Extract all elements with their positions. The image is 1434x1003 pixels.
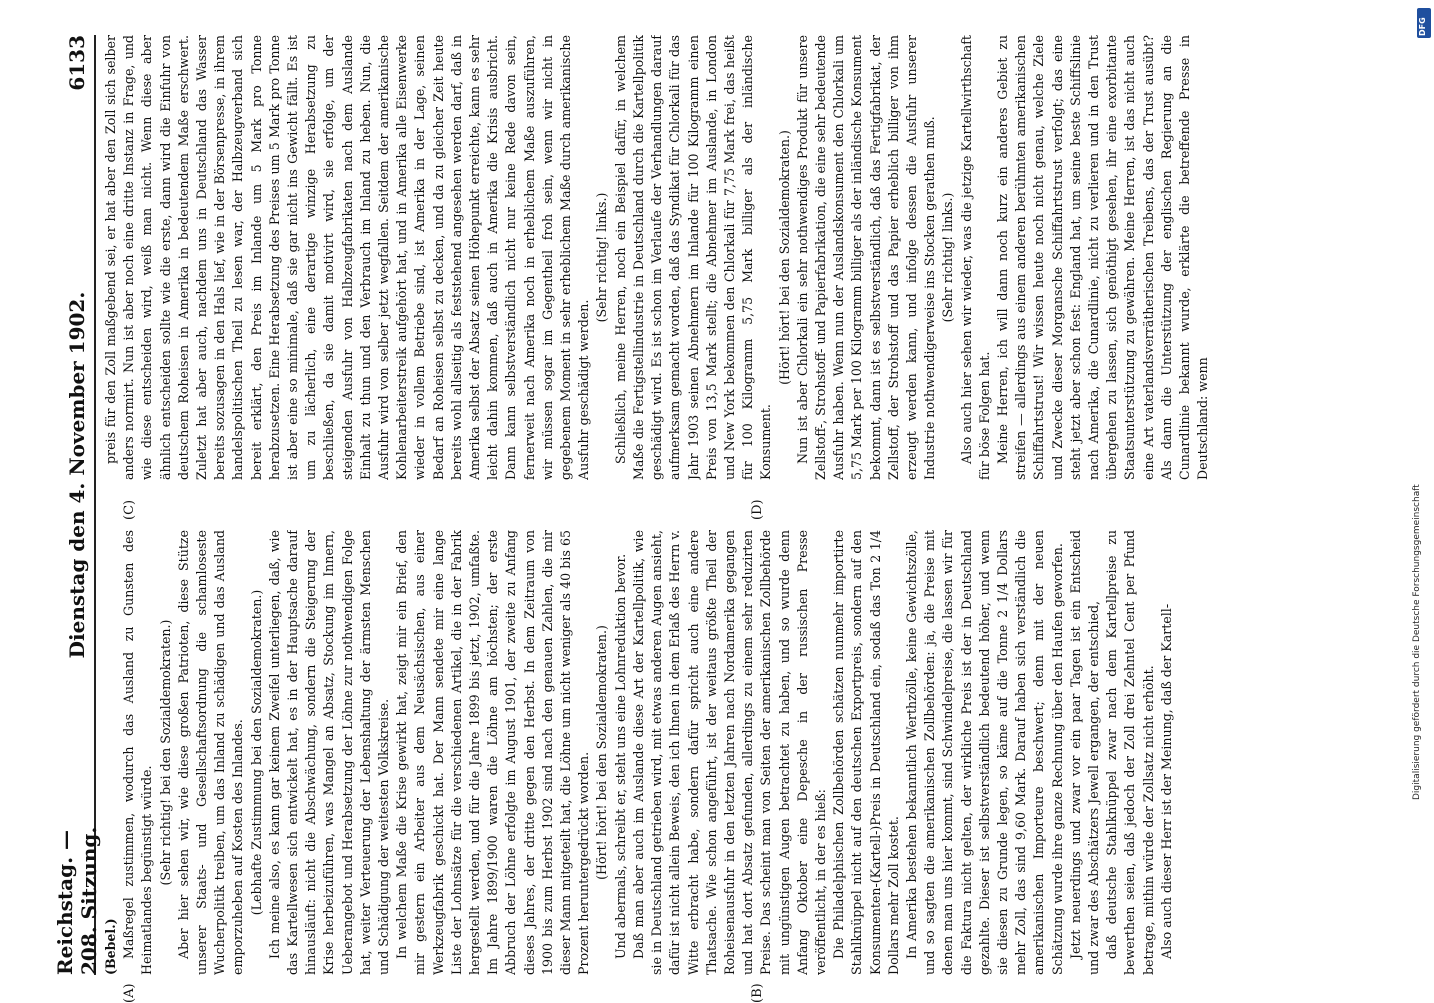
- right-column-paragraph: preis für den Zoll maßgebend sei, er hat aber den Zoll sich selber anders normirt. Nun ist aber noch eine dritte Instanz in Frage, und wie diese entscheiden wird, weiß man nicht. Wenn diese aber ähnlich entscheiden sollte wie die erste, dann wird die Einfuhr von deutschem Roheisen in Amerika in bedeutendem Maße erschwert. Zuletzt hat aber auch, nachdem uns in Deutschland das Wasser bereits sozusagen in den Hals lief, wie in der Börsenpresse, in ihrem handelspolitischen Theil zu lesen war, der Halbzeugverband sich bereit erklärt, den Preis im Inlande um 5 Mark pro Tonne herabzusetzen. Eine Herabsetzung des Preises um 5 Mark pro Tonne ist aber eine so minimale, daß sie gar nicht ins Gewicht fällt. Es ist um zu lächerlich, eine derartige winzige Herabsetzung zu beschließen, da sie damit motivirt wird, sie erfolge, um der steigenden Ausfuhr von Halbzeugfabrikaten nach dem Auslande Einhalt zu thun und den Verbrauch im Inland zu heben. Nun, die Ausfuhr wird von selber jetzt wegfallen. Seitdem der amerikanische Kohlenarbeiterstreik aufgehört hat, und in Amerika alle Eisenwerke wieder in vollem Betriebe sind, ist Amerika in der Lage, seinen Bedarf an Roheisen selbst zu decken, und da zu gleicher Zeit heute bereits wohl allseitig als feststehend angesehen werden darf, daß in Amerika selbst der Absatz seinen Höhepunkt erreichte, kann es sehr leicht dahin kommen, daß auch in Amerika die Krisis ausbricht. Dann kann selbstverständlich nicht nur keine Rede davon sein, fernerweit nach Amerika noch in erheblichem Maße auszuführen, wir müssen sogar im Gegentheil froh sein, wenn wir nicht in gegebenem Moment in sehr erheblichem Maße durch amerikanische Ausfuhr geschädigt werden.: [103, 35, 592, 480]
- right-column: [102, 35, 1372, 480]
- left-column-paragraph: In Amerika bestehen bekanntlich Werthzölle, keine Gewichtszölle, und so sagten die amerikanischen Zollbehörden: ja, die Preise mit denen man uns hier kommt, sind Schwindelpreise, die lassen wir für die Faktura nicht gelten, der wirkliche Preis ist der in Deutschland gezahlte. Dieser ist selbstverständlich bedeutend höher, und wenn sie diesen zu Grunde legen, so käme auf die Tonne 2 1/4 Dollars mehr Zoll, das sind 9,60 Mark. Darauf haben sich verständlich die amerikanischen Importeure beschwert; denn mit der neuen Schätzung wurde ihre ganze Rechnung über den Haufen geworfen.: [903, 530, 1065, 975]
- left-column-paragraph: (Lebhafte Zustimmung bei den Sozialdemokraten.): [248, 589, 264, 916]
- right-column-paragraph: Nun ist aber Chlorkali ein sehr nothwendiges Produkt für unsere Zellstoff-, Strohstoff- und Papierfabrikation, die eine sehr bedeutende Ausfuhr haben. Wenn nun der Auslandskonsument den Chlorkali um 5,75 Mark per 100 Kilogramm billiger als der inländische Konsument bekommt, dann ist es selbstverständlich, daß das Fertigfabrikat, der Zellstoff, der Strohstoff und das Papier erheblich billiger von ihm erzeugt werden kann, und infolge dessen die Ausfuhr unserer Industrie nothwendigerweise ins Stocken gerathen muß.: [794, 35, 938, 480]
- left-column-paragraph: Die Philadelphischen Zollbehörden schätzen nunmehr importirte Stahlknüppel nicht auf den deutschen Exportpreis, sondern auf den Konsumenten-(Kartell-)Preis in Deutschland ein, sodaß das Ton 2 1/4 Dollars mehr Zoll kostet.: [831, 530, 901, 975]
- left-column-paragraph: Jetzt neuerdings und zwar vor ein paar Tagen ist ein Entscheid und zwar des Abschätzers Jewell ergangen, der entschied,: [1067, 530, 1101, 975]
- dfg-logo: [1417, 8, 1431, 38]
- page-header: [53, 35, 101, 975]
- left-column-paragraph: (Sehr richtig! bei den Sozialdemokraten.): [157, 619, 173, 886]
- right-column-paragraph: (Sehr richtig! links.): [940, 192, 956, 323]
- left-column-paragraph: Daß man aber auch im Auslande diese Art der Kartellpolitik, wie sie in Deutschland getrieben wird, mit etwas anderen Augen ansieht, dafür ist nicht allein Beweis, den ich Ihnen in dem Erlaß des Herrn v. Witte erbracht habe, sondern dafür spricht auch eine andere Thatsache. Wie schon angeführt, ist der weitaus größte Theil der Roheisenausfuhr in den letzten Jahren nach Nordamerika gegangen und hat dort Absatz gefunden, allerdings zu einem sehr reduzirten Preise. Das scheint man von Seiten der amerikanischen Zollbehörde mit ungünstigen Augen betrachtet zu haben, und so wurde denn Anfang Oktober eine Depesche in der russischen Presse veröffentlicht, in der es hieß:: [630, 530, 828, 975]
- margin-mark-c: (C): [122, 499, 137, 520]
- left-column-paragraph: (Hört! hört! bei den Sozialdemokraten.): [594, 625, 610, 880]
- left-column: [102, 530, 1372, 975]
- digitization-note: [1412, 180, 1426, 800]
- left-column-paragraph: Aber hier sehen wir, wie diese großen Patrioten, diese Stütze unserer Staats- und Gesellschaftsordnung die schamloseste Wucherpolitik treiben, um das Inland zu schädigen und das Ausland emporzuheben auf Kosten des Inlandes.: [175, 530, 246, 975]
- margin-mark-b: (B): [750, 983, 765, 1003]
- left-column-paragraph: Ich meine also, es kann gar keinem Zweifel unterliegen, daß, wie das Kartellwesen sich entwickelt hat, es in der Hauptsache darauf hinausläuft: nicht die Abschwächung, sondern die Steigerung der Krise herbeizuführen, was Mangel an Absatz, Stockung im Innern, Ueberangebot und Herabsetzung der Löhne zur nothwendigen Folge hat, weiter Verteuerung der Lebenshaltung der ärmsten Menschen und Schädigung der weitesten Volkskreise.: [266, 530, 392, 975]
- speaker-label: (Bebel.): [103, 918, 118, 975]
- right-column-paragraph: (Sehr richtig! links.): [594, 192, 610, 323]
- left-column-paragraph: Maßregel zustimmen, wodurch das Ausland zu Gunsten des Heimatlandes begünstigt würde.: [121, 530, 155, 975]
- header-left: Reichstag. — 208. Sitzung.: [53, 826, 101, 975]
- digitization-note-text: Digitalisierung gefördert durch die Deutsche Forschungsgemeinschaft: [1412, 484, 1422, 800]
- right-column-paragraph: Meine Herren, ich will dann noch kurz ein anderes Gebiet zu streifen — allerdings aus einem anderen berühmten amerikanischen Schiffahrtstrust! Wir wissen heute noch nicht genau, welche Ziele und Zwecke dieser Morgansche Schiffahrtstrust verfolgt; das eine steht jetzt aber schon fest: England hat, um seine beste Schiffslinie nach Amerika, die Cunardlinie, nicht zu verlieren und in den Trust übergehen zu lassen, sich genöthigt gesehen, ihr eine exorbitante Staatsunterstützung zu gewähren. Meine Herren, ist das nicht auch eine Art vaterlandsverrätherischen Treibens, das der Trust ausübt? Als dann die Unterstützung der englischen Regierung an die Cunardlinie bekannt wurde, erklärte die betreffende Presse in Deutschland: wenn: [994, 35, 1211, 480]
- right-column-paragraph: Also auch hier sehen wir wieder, was die jetzige Kartellwirthschaft für böse Folgen hat.: [958, 35, 992, 480]
- left-column-paragraph: Also auch dieser Herr ist der Meinung, daß der Kartell-: [1158, 603, 1174, 959]
- right-column-paragraph: Schließlich, meine Herren, noch ein Beispiel dafür, in welchem Maße die Fertigstellindustrie in Deutschland durch die Kartellpolitik geschädigt wird. Es ist schon im Verlaufe der Verhandlungen darauf aufmerksam gemacht worden, daß das Syndikat für Chlorkali für das Jahr 1903 seinen Abnehmern im Inlande für 100 Kilogramm einen Preis von 13,5 Mark stellt; die Abnehmer im Auslande, in London und New York bekommen den Chlorkali für 7,75 Mark frei, das heißt für 100 Kilogramm 5,75 Mark billiger als der inländische Konsument.: [612, 35, 774, 480]
- dfg-logo-text: DFG: [1418, 17, 1427, 36]
- right-column-paragraph: (Hört! hört! bei den Sozialdemokraten.): [776, 130, 792, 385]
- left-column-paragraph: In welchem Maße die Krise gewirkt hat, zeigt mir ein Brief, den mir gestern ein Arbeiter aus dem Neusächsischen, aus einer Werkzeugfabrik geschickt hat. Der Mann sendete mir eine lange Liste der Lohnsätze für die verschiedenen Artikel, die in der Fabrik hergestellt werden, und für die Jahre 1899 bis jetzt, 1902, umfaßte. Im Jahre 1899/1900 waren die Löhne am höchsten; der erste Abbruch der Löhne erfolgte im August 1901, der zweite zu Anfang dieses Jahres, der dritte gegen den Herbst. In dem Zeitraum von 1900 bis zum Herbst 1902 sind nach den genauen Zahlen, die mir dieser Mann mitgeteilt hat, die Löhne um nicht weniger als 40 bis 65 Prozent heruntergedrückt worden.: [394, 530, 592, 975]
- left-column-paragraph: Und abermals, schreibt er, steht uns eine Lohnreduktion bevor.: [612, 553, 628, 959]
- header-date: Dienstag den 4. November 1902.: [65, 291, 89, 659]
- margin-mark-d: (D): [750, 499, 765, 520]
- page-number: 6133: [65, 35, 89, 91]
- left-column-paragraph: daß deutsche Stahlknüppel zwar nach dem Kartellpreise zu bewerthen seien, daß jedoch der Zoll drei Zehntel Cent per Pfund betrage, mithin würde der Zollsatz nicht erhöht.: [1104, 530, 1156, 975]
- margin-mark-a: (A): [122, 983, 137, 1003]
- rotated-page: [53, 35, 1380, 1003]
